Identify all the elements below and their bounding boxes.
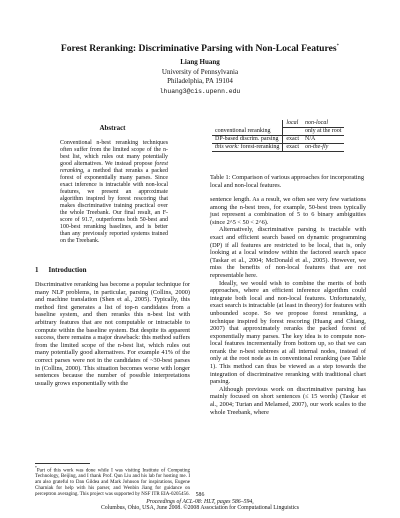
- table-row: [212, 128, 344, 136]
- table-cell-local: exact: [283, 136, 302, 144]
- page-footer: [0, 492, 400, 512]
- intro-paragraph-1: Discriminative reranking has become a popular technique for many NLP problems, in particular, parsing (Collins, 2000) and machine translation (Shen et al., 2005). Typically, this method first generates a list of top-n candidates from a baseline system, and then reranks this n-best list with arbitrary features that are not computable or intractable to compute within the baseline system. But despite its apparent success, there remains a major drawback: this method suffers from the limited scope of the n-best list, which rules out many potentially good alternatives. For example 41% of the correct parses were not in the candidates of ~30-best parses in (Collins, 2000). This situation becomes worse with longer sentences because the number of possible interpretations usually grows exponentially with the: [35, 281, 190, 387]
- table-cell-local: exact: [283, 144, 302, 152]
- footnote-mark: *: [35, 466, 37, 470]
- abstract-body: [60, 140, 168, 245]
- abstract-text-a: Conventional n-best reranking techniques often suffer from the limited scope of the n-best list, which rules out many potentially good alternatives. We instead propose: [60, 140, 168, 167]
- table-caption: Table 1: Comparison of various approaches for incorporating local and non-local features.: [210, 174, 364, 189]
- title-footnote-mark: *: [336, 44, 340, 49]
- author-location: Philadelphia, PA 19104: [167, 77, 233, 85]
- left-column-body: [35, 281, 190, 387]
- comparison-table: [212, 120, 344, 152]
- table-row: [212, 136, 344, 144]
- paper-title: [0, 41, 400, 54]
- abstract-emphasis: forest reranking: [60, 161, 168, 174]
- table-cell-method: [212, 144, 283, 152]
- right-paragraph-1: sentence length. As a result, we often see very few variations among the n-best trees, for example, 50-best trees typically just represent a combination of 5 to 6 binary ambiguities (since 2^5 < 50 < 2^6).: [210, 196, 366, 226]
- abstract-paragraph: [60, 140, 168, 245]
- venue-line: Columbus, Ohio, USA, June 2008. ©2008 Association for Computational Linguistics: [100, 505, 300, 512]
- section-number: 1: [35, 266, 39, 274]
- table-cell-nonlocal: on-the-fly: [302, 144, 345, 152]
- section-heading-introduction: [35, 266, 87, 274]
- proceedings-line: Proceedings of ACL-08: HLT, pages 586–594,: [146, 498, 254, 505]
- abstract-text-b: , a method that reranks a packed forest of exponentially many parses. Since exact inference is intractable with non-local features, we present an approximate algorithm inspired by forest rescoring that makes discriminative training practical over the whole Treebank. Our final result, an F-score of 91.7, outperforms both 50-best and 100-best reranking baselines, and is better than any previously reported systems trained on the Treebank.: [60, 168, 168, 244]
- table-corner: [212, 120, 283, 128]
- author-affiliation: University of Pennsylvania: [161, 67, 239, 76]
- footnote-rule: [35, 463, 90, 464]
- table-header-local: local: [283, 120, 302, 128]
- table-row: [212, 144, 344, 152]
- table-header-row: [212, 120, 344, 128]
- footnote-text: Part of this work was done while I was visiting Institute of Computing Technology, Beijing, and I thank Prof. Qun Liu and his lab for hosting me. I am also grateful to Dan Gildea and Mark Johnson for inspirations, Eugene Charniak for help with his parser, and Wenbin Jiang for guidance on perceptron averaging. This project was supported by NSF ITR EIA-0205456.: [35, 468, 190, 497]
- table-cell-method-rest: forest-reranking: [239, 144, 280, 150]
- right-column-body: [210, 196, 366, 416]
- title-text: Forest Reranking: Discriminative Parsing with Non-Local Features: [60, 43, 337, 55]
- author-block: [0, 58, 400, 96]
- table-cell-method-em: this work:: [215, 144, 240, 150]
- right-paragraph-2: Alternatively, discriminative parsing is tractable with exact and efficient search based on dynamic programming (DP) if all features are restricted to be local, that is, only looking at a local window within the factored search space (Taskar et al., 2004; McDonald et al., 2005). However, we miss the benefits of non-local features that are not representable here.: [210, 226, 366, 279]
- right-paragraph-4: Although previous work on discriminative parsing has mainly focused on short sentences (≤ 15 words) (Taskar et al., 2004; Turian and Melamed, 2007), our work scales to the whole Treebank, where: [210, 385, 366, 416]
- right-paragraph-3: Ideally, we would wish to combine the merits of both approaches, where an efficient inference algorithm could integrate both local and non-local features. Unfortunately, exact search is intractable (at least in theory) for features with unbounded scope. So we propose forest reranking, a technique inspired by forest rescoring (Huang and Chiang, 2007) that approximately reranks the packed forest of exponentially many parses. The key idea is to compute non-local features incrementally from bottom up, so that we can rerank the n-best subtrees at all internal nodes, instead of only at the root node as in conventional reranking (see Table 1). This method can thus be viewed as a step towards the integration of discriminative reranking with traditional chart parsing.: [210, 279, 366, 386]
- author-name: Liang Huang: [180, 58, 220, 66]
- page-number: 586: [195, 492, 205, 498]
- table-cell-nonlocal: only at the root: [302, 128, 345, 136]
- abstract-heading: Abstract: [99, 124, 126, 132]
- table-cell-method: DP-based discrim. parsing: [212, 136, 283, 144]
- author-email: lhuang3@cis.upenn.edu: [159, 87, 241, 95]
- table-cell-method: conventional reranking: [212, 128, 283, 136]
- section-title: Introduction: [48, 266, 87, 274]
- table-cell-nonlocal: N/A: [302, 136, 345, 144]
- table-cell-local: [283, 128, 302, 136]
- table-header-nonlocal: non-local: [302, 120, 345, 128]
